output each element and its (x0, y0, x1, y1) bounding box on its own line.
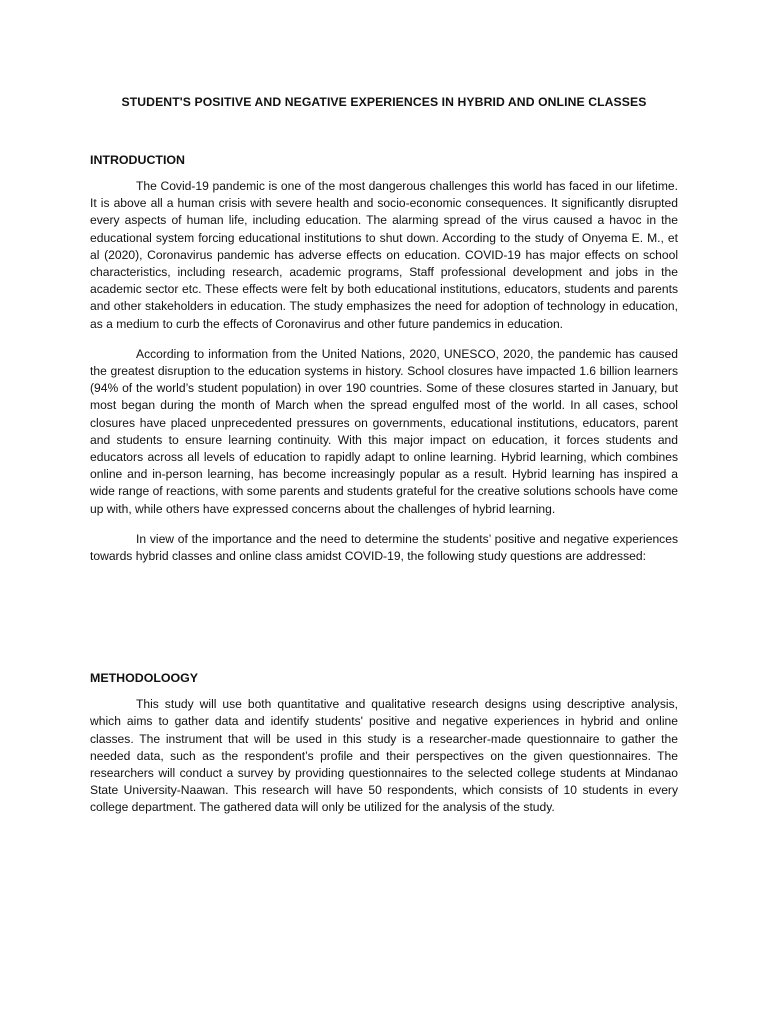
blank-space (90, 578, 678, 670)
introduction-paragraph-2: According to information from the United Nations, 2020, UNESCO, 2020, the pandemic has caused the greatest disruption to the education systems in history. School closures have impacted 1.6 billion learners (94% of the world’s student population) in over 190 countries. Some of these closures started in January, but most began during the month of March when the spread engulfed most of the world. In all cases, school closures have placed unprecedented pressures on governments, educational institutions, educators, parent and students to ensure learning continuity. With this major impact on education, it forces students and educators across all levels of education to rapidly adapt to online learning. Hybrid learning, which combines online and in-person learning, has become increasingly popular as a result. Hybrid learning has inspired a wide range of reactions, with some parents and students grateful for the creative solutions schools have come up with, while others have expressed concerns about the challenges of hybrid learning. (90, 346, 678, 516)
methodology-paragraph-1: This study will use both quantitative and qualitative research designs using descriptive analysis, which aims to gather data and identify students' positive and negative experiences in hybrid and online classes. The instrument that will be used in this study is a researcher-made questionnaire to gather the needed data, such as the respondent’s profile and their perspectives on the given questionnaires. The researchers will conduct a survey by providing questionnaires to the selected college students at Mindanao State University-Naawan. This research will have 50 respondents, which consists of 10 students in every college department. The gathered data will only be utilized for the analysis of the study. (90, 697, 678, 815)
methodology-heading: METHODOLOOGY (90, 671, 199, 686)
document-title: STUDENT'S POSITIVE AND NEGATIVE EXPERIENCES IN HYBRID AND ONLINE CLASSES (121, 95, 647, 109)
introduction-paragraph-3: In view of the importance and the need to determine the students’ positive and negative experiences towards hybrid classes and online class amidst COVID-19, the following study questions are addressed: (90, 531, 678, 564)
introduction-paragraph-1: The Covid-19 pandemic is one of the most dangerous challenges this world has faced in our lifetime. It is above all a human crisis with severe health and socio-economic consequences. It significantly disrupted every aspects of human life, including education. The alarming spread of the virus caused a havoc in the educational system forcing educational institutions to shut down. According to the study of Onyema E. M., et al (2020), Coronavirus pandemic has adverse effects on education. COVID-19 has major effects on school characteristics, including research, academic programs, Staff professional development and jobs in the academic sector etc. These effects were felt by both educational institutions, educators, students and parents and other stakeholders in education. The study emphasizes the need for adoption of technology in education, as a medium to curb the effects of Coronavirus and other future pandemics in education. (90, 179, 678, 331)
introduction-heading: INTRODUCTION (90, 153, 185, 167)
